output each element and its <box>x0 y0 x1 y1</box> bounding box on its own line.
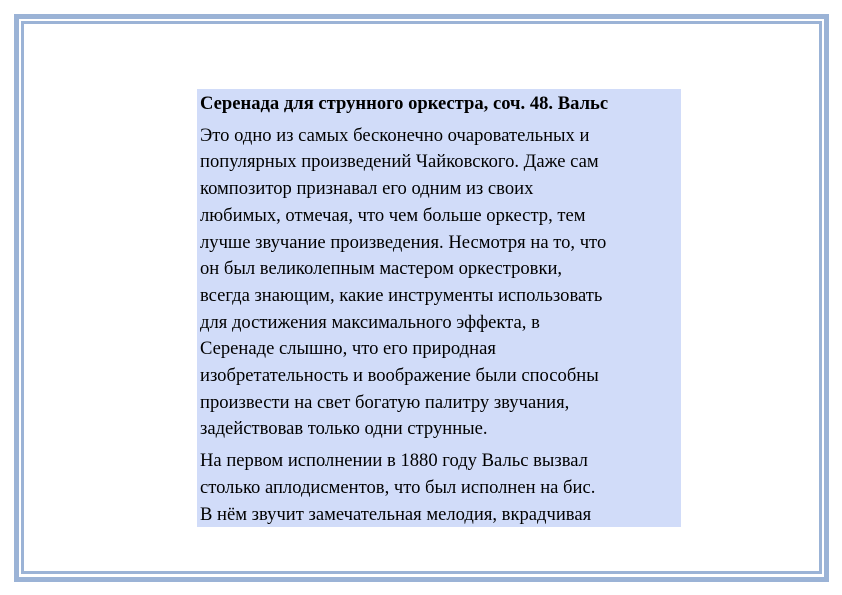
text-line: всегда знающим, какие инструменты использовать <box>200 284 603 306</box>
text-line: произвести на свет богатую палитру звучания, <box>200 391 570 413</box>
text-line: задействовав только одни струнные. <box>200 418 488 440</box>
text-line: композитор признавал его одним из своих <box>200 178 534 200</box>
text-line: лучше звучание произведения. Несмотря на то, что <box>200 231 607 253</box>
text-line: для достижения максимального эффекта, в <box>200 311 540 333</box>
text-line: изобретательность и воображение были способны <box>200 365 599 387</box>
slide-text-box <box>197 89 681 527</box>
text-line: столько аплодисментов, что был исполнен на бис. <box>200 476 596 498</box>
slide-title: Серенада для струнного оркестра, соч. 48. Вальс <box>200 93 609 114</box>
text-line: популярных произведений Чайковского. Даже сам <box>200 151 599 173</box>
paragraph-2 <box>200 448 681 527</box>
text-line: Это одно из самых бесконечно очаровательных и <box>200 124 590 146</box>
text-line: любимых, отмечая, что чем больше оркестр, тем <box>200 204 586 226</box>
text-line: На первом исполнении в 1880 году Вальс вызвал <box>200 450 588 472</box>
text-line: Серенаде слышно, что его природная <box>200 338 496 360</box>
paragraph-1 <box>200 123 681 443</box>
text-line: он был великолепным мастером оркестровки, <box>200 258 563 280</box>
text-line: В нём звучит замечательная мелодия, вкрадчивая <box>200 503 592 525</box>
